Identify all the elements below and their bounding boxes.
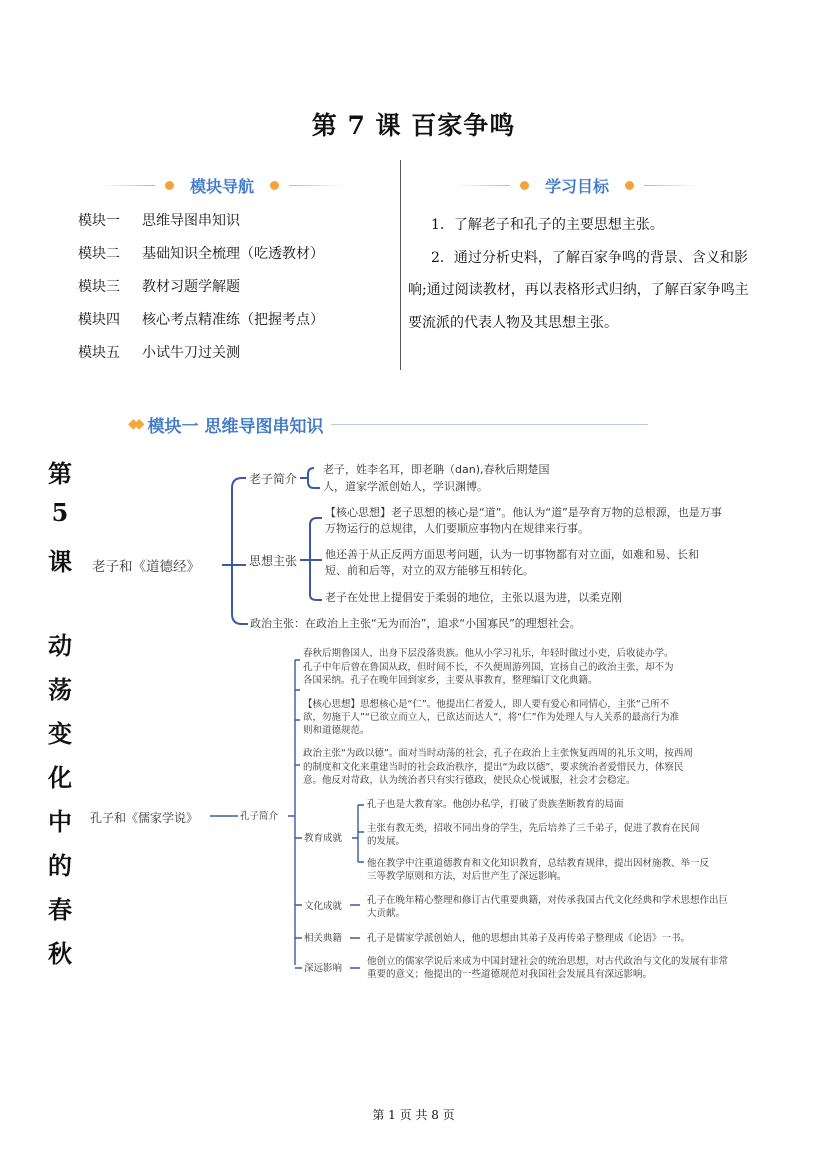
kongzi-culture: 大贡献。	[367, 908, 406, 919]
kongzi-edu: 他在教学中注重道德教育和文化知识教育，总结教育规律，提出因材施教、举一反	[367, 858, 710, 869]
kongzi-impact-label: 深远影响	[304, 963, 343, 974]
module-label: 基础知识全梳理（吃透教材）	[142, 246, 324, 262]
laozi-thought-line: 万物运行的总规律，人们要顺应事物内在规律来行事。	[325, 522, 589, 535]
module-label: 教材习题学解题	[142, 279, 240, 295]
kongzi-bio: 各国采纳。孔子在晚年回到家乡，主要从事教育，整理编订文化典籍。	[303, 675, 598, 686]
module-number: 模块五	[78, 345, 120, 361]
kongzi-politics: 的制度和文化来重建当时的社会政治秩序，提出“为政以德”，要求统治者爱惜民力，体察民	[303, 762, 684, 773]
kongzi-core: 则和道德规范。	[303, 725, 370, 736]
vertical-title-char: 课	[48, 547, 72, 576]
vertical-title-char: 第	[48, 459, 72, 488]
module-number: 模块三	[78, 279, 120, 295]
module-number: 模块二	[78, 246, 120, 262]
kongzi-intro-label: 孔子简介	[240, 811, 279, 822]
nav-heading-text: 模块导航	[190, 176, 255, 196]
vertical-title-char: 动	[48, 631, 72, 660]
module-label: 核心考点精准练（把握考点）	[142, 312, 324, 328]
module1-heading: 模块一 思维导图串知识	[147, 416, 324, 437]
kongzi-classics-label: 相关典籍	[304, 933, 343, 944]
module-label: 思维导图串知识	[142, 213, 240, 229]
kongzi-politics: 意。他反对苛政，认为统治者只有实行德政，使民众心悦诚服，社会才会稳定。	[303, 775, 636, 786]
goal-item: 2．通过分析史料，了解百家争鸣的背景、含义和影响;通过阅读教材，再以表格形式归纳，了解百家争鸣主要流派的代表人物及其思想主张。	[408, 249, 749, 331]
vertical-title-char: 变	[48, 719, 72, 748]
vertical-title-char: 春	[48, 895, 72, 924]
laozi-thought-line: 【核心思想】老子思想的核心是“道”。他认为“道”是孕育万物的总根源，也是万事	[325, 506, 722, 519]
laozi-intro-line: 人，道家学派创始人，学识渊博。	[323, 480, 488, 493]
vertical-title-char: 的	[48, 851, 72, 880]
laozi-intro-line: 老子，姓李名耳，即老聃（dan),春秋后期楚国	[323, 463, 550, 476]
kongzi-edu: 三等教学原则和方法，对后世产生了深远影响。	[367, 871, 567, 882]
module-number: 模块一	[78, 213, 120, 229]
module-number: 模块四	[78, 312, 120, 328]
laozi-thought-label: 思想主张	[249, 554, 298, 568]
vertical-title-char: 5	[51, 498, 69, 527]
laozi-thought-line: 老子在处世上提倡安于柔弱的地位，主张以退为进，以柔克刚	[325, 591, 622, 604]
diamond-icon: ◆◆	[128, 416, 140, 432]
vertical-title-char: 秋	[48, 939, 72, 968]
kongzi-core: 欲，勿施于人”“已欲立而立人，已欲达而达人”，将“仁”作为处理人与人关系的最高行为准	[303, 712, 680, 723]
kongzi-edu: 孔子也是大教育家。他创办私学，打破了贵族垄断教育的局面	[367, 799, 624, 810]
goals-heading-text: 学习目标	[545, 176, 610, 196]
laozi-intro-label: 老子简介	[249, 472, 298, 486]
kongzi-root: 孔子和《儒家学说》	[90, 811, 199, 825]
kongzi-edu: 的发展。	[367, 836, 406, 847]
kongzi-core: 【核心思想】思想核心是“仁”。他提出仁者爱人，即人要有爱心和同情心，主张“己所不	[303, 699, 670, 710]
module-label: 小试牛刀过关测	[142, 345, 240, 361]
kongzi-edu-label: 教育成就	[304, 833, 343, 844]
kongzi-politics: 政治主张“为政以德”。面对当时动荡的社会，孔子在政治上主张恢复西周的礼乐文明，按西周	[303, 748, 693, 759]
kongzi-impact: 他创立的儒家学说后来成为中国封建社会的统治思想，对古代政治与文化的发展有非常	[367, 956, 729, 967]
kongzi-impact: 重要的意义；他提出的一些道德规范对我国社会发展具有深远影响。	[367, 969, 653, 980]
kongzi-culture-label: 文化成就	[304, 901, 343, 912]
vertical-title-char: 荡	[48, 675, 72, 704]
vertical-title-char: 化	[48, 763, 72, 792]
kongzi-edu: 主张有教无类，招收不同出身的学生，先后培养了三千弟子，促进了教育在民间	[367, 823, 700, 834]
laozi-thought-line: 他还善于从正反两方面思考问题，认为一切事物都有对立面，如难和易、长和	[325, 548, 699, 561]
kongzi-bio: 春秋后期鲁国人，出身下层没落贵族。他从小学习礼乐，年轻时做过小吏，后收徒办学。	[303, 648, 674, 659]
page-title: 第 7 课 百家争鸣	[311, 111, 516, 140]
page-footer: 第 1 页 共 8 页	[372, 1108, 455, 1122]
laozi-politics: 政治主张：在政治上主张“无为而治”，追求“小国寡民”的理想社会。	[250, 617, 581, 630]
goal-item: 1．了解老子和孔子的主要思想主张。	[431, 217, 664, 233]
kongzi-culture: 孔子在晚年精心整理和修订古代重要典籍，对传承我国古代文化经典和学术思想作出巨	[367, 895, 729, 906]
vertical-title-char: 中	[48, 807, 72, 836]
kongzi-classics: 孔子是儒家学派创始人，他的思想由其弟子及再传弟子整理成《论语》一书。	[367, 933, 691, 944]
laozi-thought-line: 短、前和后等，对立的双方能够互相转化。	[325, 564, 534, 577]
laozi-root: 老子和《道德经》	[92, 559, 200, 575]
kongzi-bio: 孔子中年后曾在鲁国从政，但时间不长，不久便周游列国，宣扬自己的政治主张，却不为	[303, 662, 674, 673]
